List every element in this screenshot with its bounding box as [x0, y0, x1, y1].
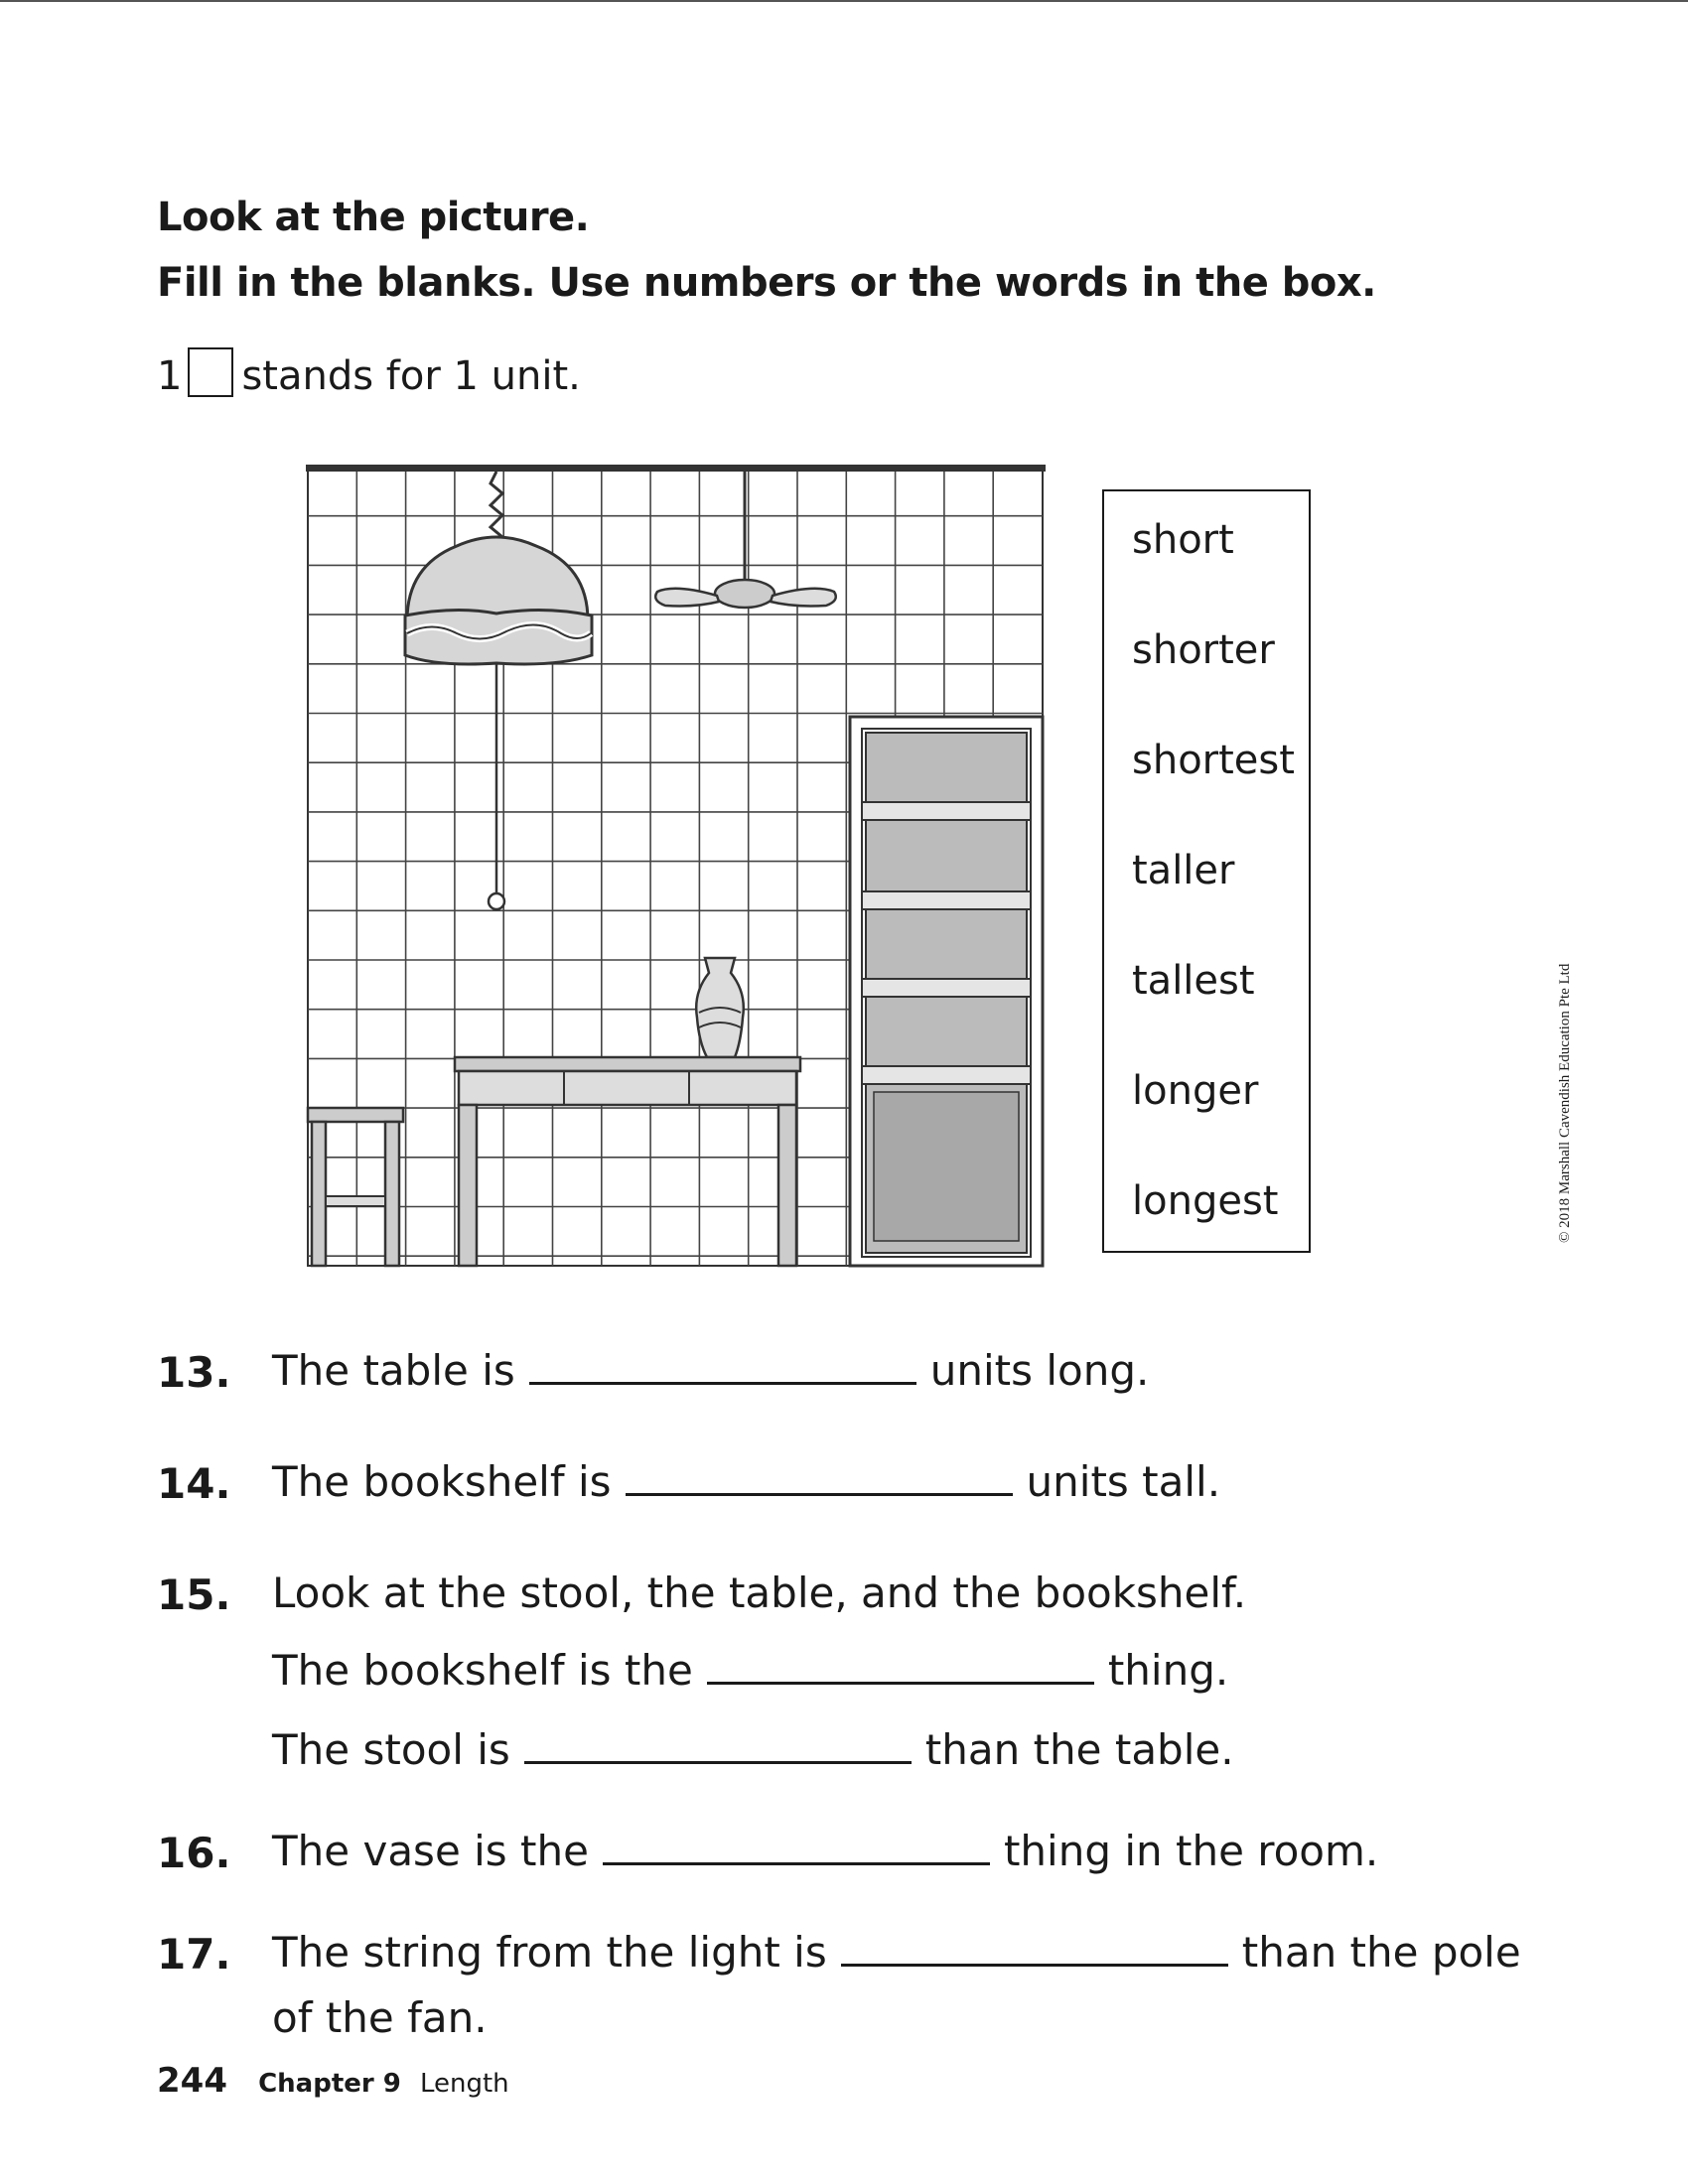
question-14: [272, 1457, 1220, 1506]
question-13: [272, 1346, 1149, 1395]
instruction-line-1: Look at the picture.: [157, 195, 590, 240]
question-15-part-b: [272, 1725, 1234, 1774]
question-text: units long.: [929, 1346, 1150, 1395]
word-box-item: longer: [1132, 1068, 1259, 1114]
ceiling-bar: [306, 465, 1046, 472]
question-text: The stool is: [272, 1725, 510, 1774]
question-text: thing in the room.: [1003, 1827, 1379, 1875]
question-15-intro: Look at the stool, the table, and the bookshelf.: [272, 1569, 1247, 1617]
word-box-item: tallest: [1132, 958, 1255, 1004]
instruction-line-2: Fill in the blanks. Use numbers or the words in the box.: [157, 260, 1376, 306]
question-text: The vase is the: [272, 1827, 589, 1875]
question-text: than the pole: [1241, 1928, 1521, 1977]
unit-definition: [157, 347, 581, 399]
word-box-item: shortest: [1132, 738, 1295, 783]
question-number: 15.: [157, 1570, 231, 1619]
question-text: thing.: [1107, 1646, 1229, 1695]
answer-blank[interactable]: [603, 1852, 990, 1865]
question-text: units tall.: [1026, 1457, 1221, 1506]
chapter-title: Length: [419, 2069, 509, 2099]
word-box-item: longest: [1132, 1178, 1279, 1224]
question-text: than the table.: [924, 1725, 1234, 1774]
question-text: The string from the light is: [272, 1928, 827, 1977]
copyright-notice: © 2018 Marshall Cavendish Education Pte Ltd: [1557, 963, 1573, 1243]
question-number: 17.: [157, 1930, 231, 1979]
question-text: The bookshelf is the: [272, 1646, 693, 1695]
question-16: [272, 1827, 1378, 1875]
word-box-item: short: [1132, 517, 1234, 563]
question-17-continuation: of the fan.: [272, 1993, 488, 2042]
word-box-item: shorter: [1132, 627, 1275, 673]
answer-blank[interactable]: [626, 1483, 1013, 1496]
answer-blank[interactable]: [707, 1672, 1094, 1685]
question-number: 13.: [157, 1348, 231, 1397]
question-15-part-a: [272, 1646, 1228, 1695]
page-top-edge: [0, 0, 1688, 2]
question-number: 16.: [157, 1829, 231, 1877]
page-number: 244: [157, 2061, 227, 2101]
page-footer: [157, 2061, 509, 2101]
room-picture: [298, 457, 1053, 1271]
unit-count: 1: [157, 353, 183, 399]
unit-description: stands for 1 unit.: [241, 353, 581, 399]
answer-blank[interactable]: [529, 1372, 916, 1385]
word-box-item: taller: [1132, 848, 1235, 893]
question-text: The bookshelf is: [272, 1457, 612, 1506]
question-17: [272, 1928, 1521, 1977]
unit-square-icon: [188, 347, 233, 397]
question-number: 14.: [157, 1459, 231, 1508]
question-text: The table is: [272, 1346, 515, 1395]
answer-blank[interactable]: [841, 1954, 1228, 1967]
answer-blank[interactable]: [524, 1751, 912, 1764]
chapter-label: Chapter 9: [258, 2069, 401, 2099]
word-box: [1102, 489, 1311, 1253]
bookshelf: [850, 717, 1043, 1266]
